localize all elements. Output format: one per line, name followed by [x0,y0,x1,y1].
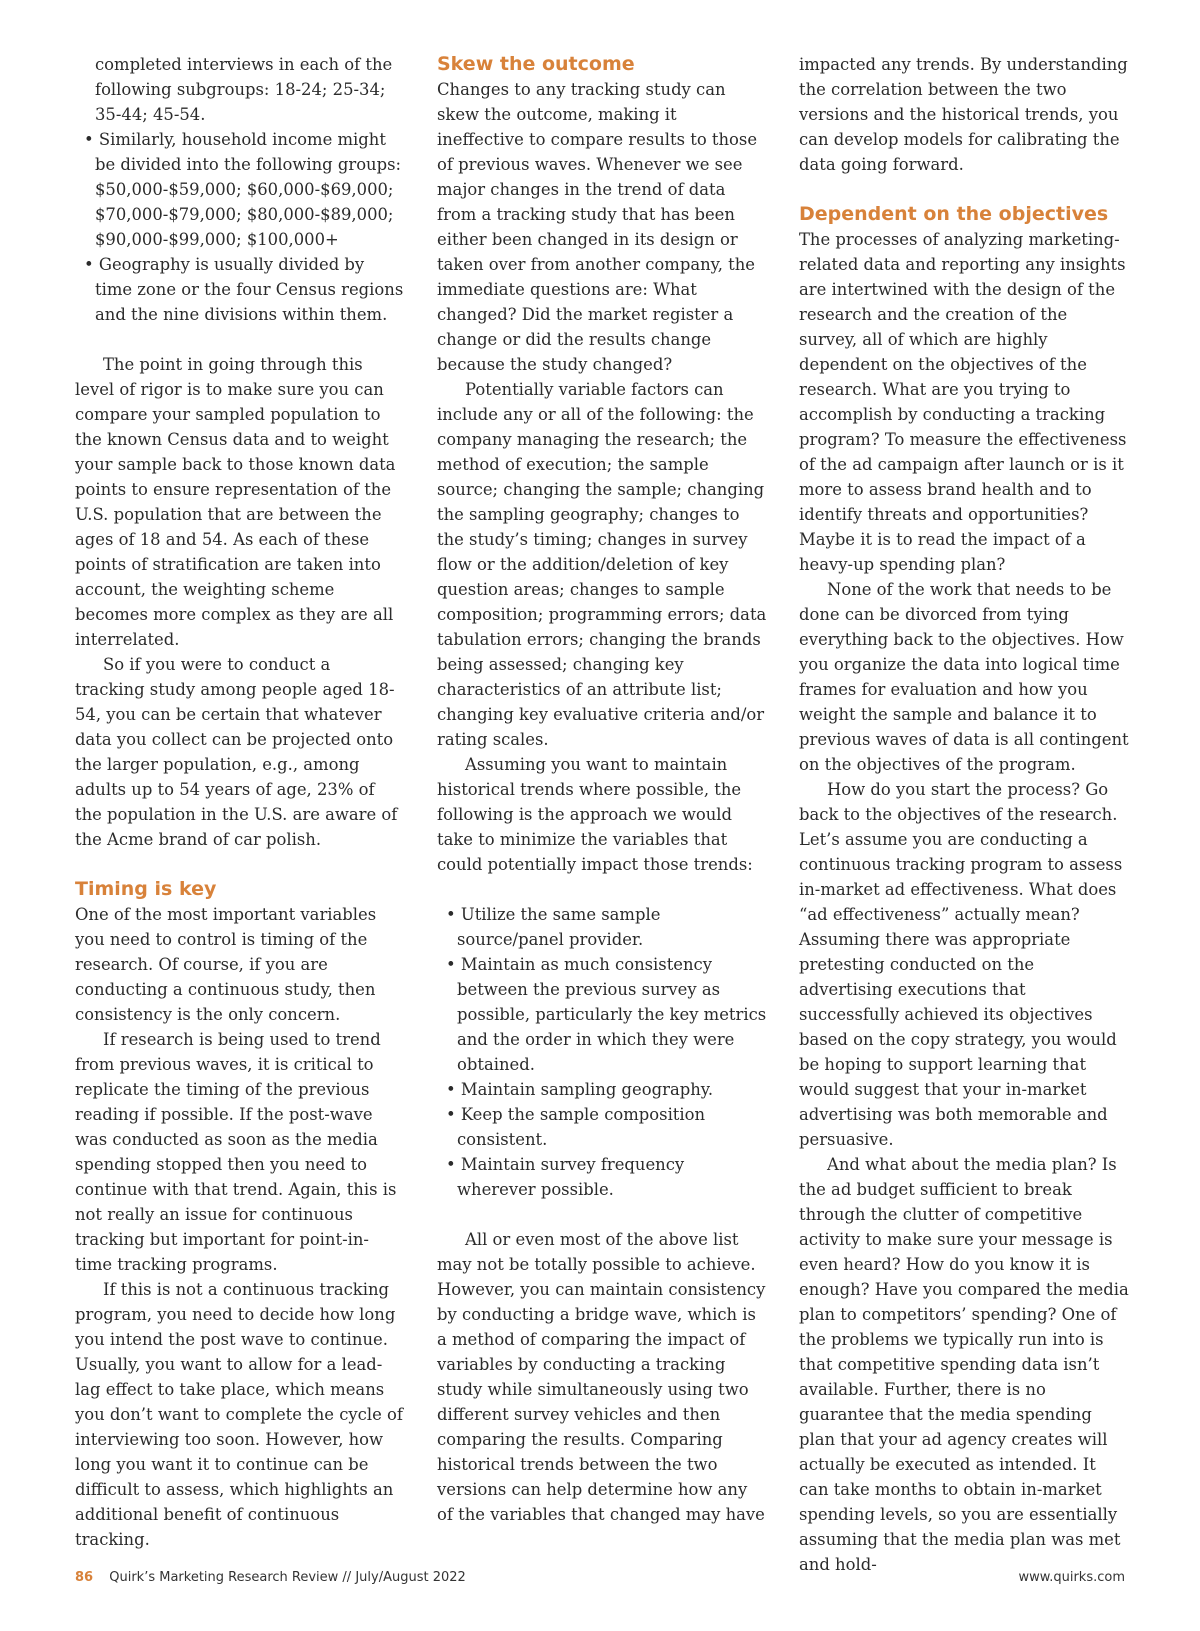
column-1 [75,52,405,1552]
publication-title: Quirk’s Marketing Research Review // July/August 2022 [109,1570,466,1585]
paragraph: One of the most important variables you need to control is timing of the research. Of course, if you are conducting a continuous study, then consistency is the only concern. [75,905,377,1024]
paragraph: impacted any trends. By understanding the correlation between the two versions and the historical trends, you can develop models for calibrating the data going forward. [799,55,1128,174]
page-number: 86 [75,1570,94,1585]
website-link[interactable]: www.quirks.com [1018,1570,1125,1585]
column-3 [799,52,1129,1577]
paragraph: So if you were to conduct a tracking study among people aged 18-54, you can be certain that whatever data you collect can be projected onto the larger population, e.g., among adults up to 54 years of age, 23% of the population in the U.S. are aware of the Acme brand of car polish. [75,655,398,849]
paragraph: If research is being used to trend from previous waves, it is critical to replicate the timing of the previous reading if possible. If the post-wave was conducted as soon as the media spending stopped then you need to continue with that trend. Again, this is not really an issue for continuous tracking but important for point-in-time tracking programs. [75,1030,397,1274]
paragraph: Potentially variable factors can include any or all of the following: the company managing the research; the method of execution; the sample source; changing the sample; changing the sampling geography; changes to the study’s timing; changes in survey flow or the addition/deletion of key question areas; changes to sample composition; programming errors; data tabulation errors; changing the brands being assessed; changing key characteristics of an attribute list; changing key evaluative criteria and/or rating scales. [437,380,767,749]
section-heading: Dependent on the objectives [799,203,1109,225]
paragraph: Changes to any tracking study can skew the outcome, making it ineffective to compare results to those of previous waves. Whenever we see major changes in the trend of data from a tracking study that has been either been changed in its design or taken over from another company, the immediate questions are: What changed? Did the market register a change or did the results change because the study changed? [437,80,758,374]
paragraph: The point in going through this level of rigor is to make sure you can compare your sampled population to the known Census data and to weight your sample back to those known data points to ensure representation of the U.S. population that are between the ages of 18 and 54. As each of these points of stratification are taken into account, the weighting scheme becomes more complex as they are all interrelated. [75,355,396,649]
column-2 [437,52,767,1527]
list-item: • Geography is usually divided by time zone or the four Census regions and the nine divisions within them. [84,255,404,324]
paragraph: How do you start the process? Go back to the objectives of the research. Let’s assume you are conducting a continuous tracking program to assess in-market ad effectiveness. What does “ad effectiveness” actually mean? Assuming there was appropriate pretesting conducted on the advertising executions that successfully achieved its objectives based on the copy strategy, you would be hoping to support learning that would suggest that your in-market advertising was both memorable and persuasive. [799,780,1123,1149]
paragraph: The processes of analyzing marketing-related data and reporting any insights are intertwined with the design of the research and the creation of the survey, all of which are highly dependent on the objectives of the research. What are you trying to accomplish by conducting a tracking program? To measure the effectiveness of the ad campaign after launch or is it more to assess brand health and to identify threats and opportunities? Maybe it is to read the impact of a heavy-up spending plan? [799,230,1127,574]
page-footer [75,1570,1125,1594]
paragraph: If this is not a continuous tracking program, you need to decide how long you intend the post wave to continue. Usually, you want to allow for a lead-lag effect to take place, which means you don’t want to complete the cycle of interviewing too soon. However, how long you want it to continue can be difficult to assess, which highlights an additional benefit of continuous tracking. [75,1280,403,1549]
section-heading: Timing is key [75,878,217,900]
bullet-item: • Maintain survey frequency wherever possible. [446,1155,685,1199]
section-heading: Skew the outcome [437,53,635,75]
bullet-item: • Maintain as much consistency between the previous survey as possible, particularly the key metrics and the order in which they were obtained. [446,955,767,1074]
paragraph: All or even most of the above list may not be totally possible to achieve. However, you can maintain consistency by conducting a bridge wave, which is a method of comparing the impact of variables by conducting a tracking study while simultaneously using two different survey vehicles and then comparing the results. Comparing historical trends between the two versions can help determine how any of the variables that changed may have [437,1230,766,1524]
bullet-item: • Maintain sampling geography. [446,1080,714,1099]
bullet-item: • Keep the sample composition consistent. [446,1105,706,1149]
list-item: completed interviews in each of the following subgroups: 18-24; 25-34; 35-44; 45-54. [95,55,393,124]
paragraph: Assuming you want to maintain historical trends where possible, the following is the approach we would take to minimize the variables that could potentially impact those trends: [437,755,753,874]
bullet-item: • Utilize the same sample source/panel provider. [446,905,661,949]
paragraph: And what about the media plan? Is the ad budget sufficient to break through the clutter of competitive activity to make sure your message is even heard? How do you know it is enough? Have you compared the media plan to competitors’ spending? One of the problems we typically run into is that competitive spending data isn’t available. Further, there is no guarantee that the media spending plan that your ad agency creates will actually be executed as intended. It can take months to obtain in-market spending levels, so you are essentially assuming that the media plan was met and hold- [799,1155,1129,1574]
list-item: • Similarly, household income might be divided into the following groups: $50,000-$59,000; $60,000-$69,000; $70,000-$79,000; $80,000-$89,000; $90,000-$99,000; $100,000+ [84,130,402,249]
paragraph: None of the work that needs to be done can be divorced from tying everything back to the objectives. How you organize the data into logical time frames for evaluation and how you weight the sample and balance it to previous waves of data is all contingent on the objectives of the program. [799,580,1129,774]
